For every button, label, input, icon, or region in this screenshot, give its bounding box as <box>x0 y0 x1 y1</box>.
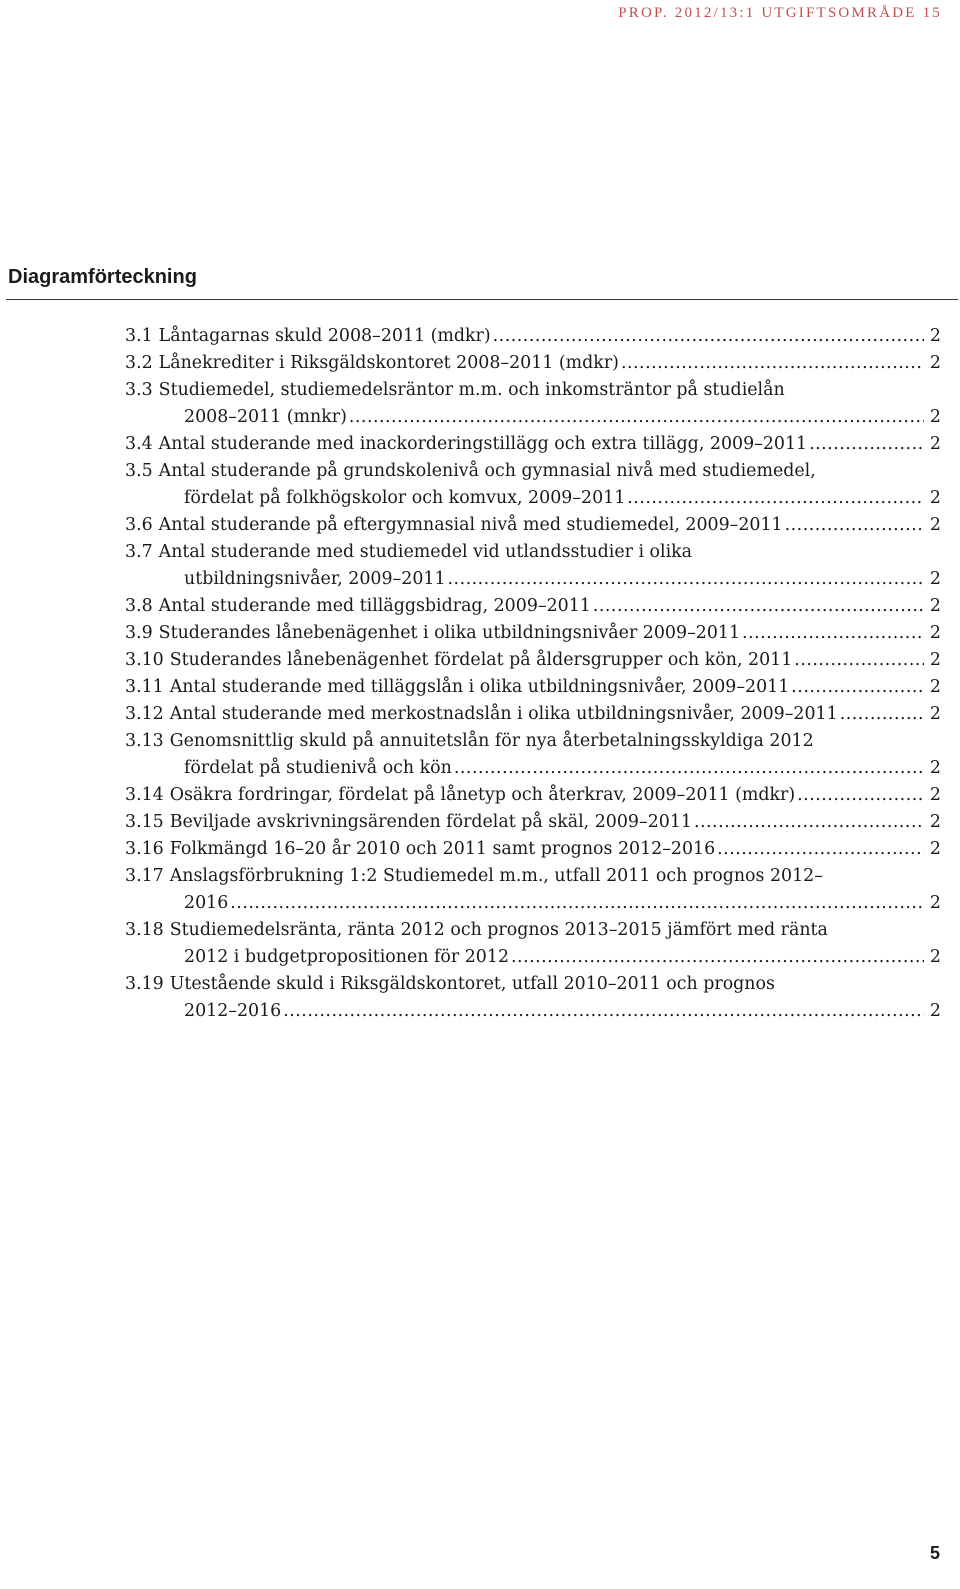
toc-entry-line <box>125 350 941 377</box>
toc-entry[interactable] <box>125 593 941 620</box>
toc-entry[interactable] <box>125 701 941 728</box>
toc-entry[interactable] <box>125 728 941 782</box>
toc-entry-page: 2 <box>929 812 941 832</box>
toc-entry-number: 3.12 <box>125 704 164 724</box>
toc-entry-title: Studerandes lånebenägenhet i olika utbildningsnivåer 2009–2011 <box>158 623 741 643</box>
toc-dot-leader <box>742 620 924 647</box>
toc-entry-line <box>125 620 941 647</box>
toc-entry-line <box>125 836 941 863</box>
toc-entry[interactable] <box>125 863 941 917</box>
toc-entry-number: 3.5 <box>125 461 153 481</box>
running-header: PROP. 2012/13:1 UTGIFTSOMRÅDE 15 <box>618 5 942 21</box>
toc-entry-title: Osäkra fordringar, fördelat på lånetyp och återkrav, 2009–2011 (mdkr) <box>169 785 796 805</box>
toc-dot-leader <box>694 809 924 836</box>
toc-dot-leader <box>797 782 924 809</box>
toc-entry[interactable] <box>125 458 941 512</box>
toc-entry-continuation <box>125 755 941 782</box>
toc-entry-number: 3.4 <box>125 434 153 454</box>
toc-entry-title: Studerandes lånebenägenhet fördelat på åldersgrupper och kön, 2011 <box>169 650 793 670</box>
toc-entry-number: 3.2 <box>125 353 153 373</box>
toc-dot-leader <box>717 836 924 863</box>
toc-dot-leader <box>448 566 924 593</box>
toc-entry-title: Studiemedel, studiemedelsräntor m.m. och inkomsträntor på studielån <box>158 380 785 400</box>
toc-entry-page: 2 <box>929 569 941 589</box>
toc-entry[interactable] <box>125 917 941 971</box>
toc-entry-line <box>125 539 941 566</box>
toc-entry-number: 3.10 <box>125 650 164 670</box>
toc-dot-leader <box>791 674 924 701</box>
toc-entry-number: 3.19 <box>125 974 164 994</box>
toc-entry-title: 2008–2011 (mnkr) <box>184 407 347 427</box>
toc-entry-page: 2 <box>929 650 941 670</box>
toc-entry-page: 2 <box>929 947 941 967</box>
toc-entry[interactable] <box>125 971 941 1025</box>
toc-dot-leader <box>493 323 924 350</box>
toc-entry-page: 2 <box>929 488 941 508</box>
toc-entry-number: 3.15 <box>125 812 164 832</box>
toc-entry-continuation <box>125 404 941 431</box>
toc-dot-leader <box>627 485 924 512</box>
toc-entry-page: 2 <box>929 1001 941 1021</box>
toc-entry-page: 2 <box>929 677 941 697</box>
toc-entry-title: Folkmängd 16–20 år 2010 och 2011 samt prognos 2012–2016 <box>169 839 716 859</box>
toc-entry-title: Antal studerande med studiemedel vid utlandsstudier i olika <box>158 542 693 562</box>
toc-entry-number: 3.18 <box>125 920 164 940</box>
toc-entry-title: utbildningsnivåer, 2009–2011 <box>184 569 446 589</box>
toc-entry-page: 2 <box>929 758 941 778</box>
toc-entry-line <box>125 647 941 674</box>
toc-entry[interactable] <box>125 620 941 647</box>
toc-dot-leader <box>809 431 924 458</box>
toc-entry-number: 3.17 <box>125 866 164 886</box>
toc-entry-line <box>125 458 941 485</box>
toc-entry-page: 2 <box>929 839 941 859</box>
toc-entry-continuation <box>125 890 941 917</box>
toc-dot-leader <box>283 998 924 1025</box>
toc-entry-page: 2 <box>929 353 941 373</box>
toc-dot-leader <box>621 350 924 377</box>
toc-dot-leader <box>785 512 924 539</box>
toc-entry-number: 3.8 <box>125 596 153 616</box>
toc-entry-page: 2 <box>929 515 941 535</box>
toc-entry-page: 2 <box>929 407 941 427</box>
toc-entry-title: Antal studerande med tilläggsbidrag, 2009–2011 <box>158 596 591 616</box>
toc-entry-number: 3.14 <box>125 785 164 805</box>
table-of-contents <box>125 323 941 1025</box>
toc-entry-line <box>125 809 941 836</box>
title-rule <box>6 299 958 300</box>
toc-entry-number: 3.16 <box>125 839 164 859</box>
toc-entry[interactable] <box>125 809 941 836</box>
toc-dot-leader <box>840 701 924 728</box>
toc-entry[interactable] <box>125 377 941 431</box>
toc-entry-number: 3.7 <box>125 542 153 562</box>
toc-entry[interactable] <box>125 431 941 458</box>
toc-entry-title: 2012 i budgetpropositionen för 2012 <box>184 947 510 967</box>
toc-entry-line <box>125 674 941 701</box>
toc-entry-line <box>125 593 941 620</box>
toc-dot-leader <box>349 404 924 431</box>
toc-dot-leader <box>230 890 924 917</box>
toc-entry-title: Beviljade avskrivningsärenden fördelat på skäl, 2009–2011 <box>169 812 692 832</box>
toc-entry-number: 3.6 <box>125 515 153 535</box>
section-title: Diagramförteckning <box>8 266 197 288</box>
toc-entry-line <box>125 917 941 944</box>
toc-dot-leader <box>511 944 924 971</box>
toc-entry-number: 3.11 <box>125 677 164 697</box>
toc-entry-number: 3.9 <box>125 623 153 643</box>
toc-entry-number: 3.13 <box>125 731 164 751</box>
toc-entry-page: 2 <box>929 623 941 643</box>
toc-entry-page: 2 <box>929 704 941 724</box>
toc-entry-title: Utestående skuld i Riksgäldskontoret, utfall 2010–2011 och prognos <box>169 974 775 994</box>
toc-entry-title: Studiemedelsränta, ränta 2012 och prognos 2013–2015 jämfört med ränta <box>169 920 828 940</box>
toc-entry-title: Anslagsförbrukning 1:2 Studiemedel m.m., utfall 2011 och prognos 2012– <box>169 866 823 886</box>
toc-entry[interactable] <box>125 782 941 809</box>
page-number: 5 <box>929 1543 940 1563</box>
toc-entry-line <box>125 863 941 890</box>
toc-entry[interactable] <box>125 350 941 377</box>
toc-entry-line <box>125 323 941 350</box>
toc-entry-line <box>125 701 941 728</box>
toc-entry-title: fördelat på folkhögskolor och komvux, 2009–2011 <box>184 488 626 508</box>
toc-entry-title: Genomsnittlig skuld på annuitetslån för nya återbetalningsskyldiga 2012 <box>169 731 814 751</box>
toc-entry-title: Antal studerande med inackorderingstillägg och extra tillägg, 2009–2011 <box>158 434 808 454</box>
toc-entry-number: 3.1 <box>125 326 153 346</box>
toc-entry[interactable] <box>125 674 941 701</box>
toc-entry-title: Antal studerande med tilläggslån i olika utbildningsnivåer, 2009–2011 <box>169 677 790 697</box>
toc-entry-title: fördelat på studienivå och kön <box>184 758 452 778</box>
toc-entry-line <box>125 782 941 809</box>
toc-dot-leader <box>454 755 924 782</box>
toc-entry-continuation <box>125 566 941 593</box>
toc-entry-title: 2016 <box>184 893 229 913</box>
toc-dot-leader <box>593 593 924 620</box>
toc-entry-page: 2 <box>929 893 941 913</box>
toc-entry-title: Låntagarnas skuld 2008–2011 (mdkr) <box>158 326 491 346</box>
toc-entry-line <box>125 377 941 404</box>
toc-entry[interactable] <box>125 323 941 350</box>
toc-entry[interactable] <box>125 836 941 863</box>
toc-entry-continuation <box>125 998 941 1025</box>
toc-entry-continuation <box>125 944 941 971</box>
toc-entry-page: 2 <box>929 596 941 616</box>
toc-entry-number: 3.3 <box>125 380 153 400</box>
toc-entry-title: Antal studerande med merkostnadslån i olika utbildningsnivåer, 2009–2011 <box>169 704 838 724</box>
toc-entry-line <box>125 728 941 755</box>
toc-entry[interactable] <box>125 647 941 674</box>
toc-entry-page: 2 <box>929 434 941 454</box>
toc-entry[interactable] <box>125 512 941 539</box>
toc-entry-page: 2 <box>929 785 941 805</box>
toc-entry-title: 2012–2016 <box>184 1001 282 1021</box>
toc-entry-title: Antal studerande på grundskolenivå och gymnasial nivå med studiemedel, <box>158 461 816 481</box>
toc-entry-page: 2 <box>929 326 941 346</box>
toc-entry-title: Antal studerande på eftergymnasial nivå med studiemedel, 2009–2011 <box>158 515 783 535</box>
toc-entry-continuation <box>125 485 941 512</box>
toc-entry-line <box>125 431 941 458</box>
toc-entry[interactable] <box>125 539 941 593</box>
toc-entry-title: Lånekrediter i Riksgäldskontoret 2008–2011 (mdkr) <box>158 353 619 373</box>
toc-entry-line <box>125 971 941 998</box>
toc-dot-leader <box>794 647 924 674</box>
toc-entry-line <box>125 512 941 539</box>
